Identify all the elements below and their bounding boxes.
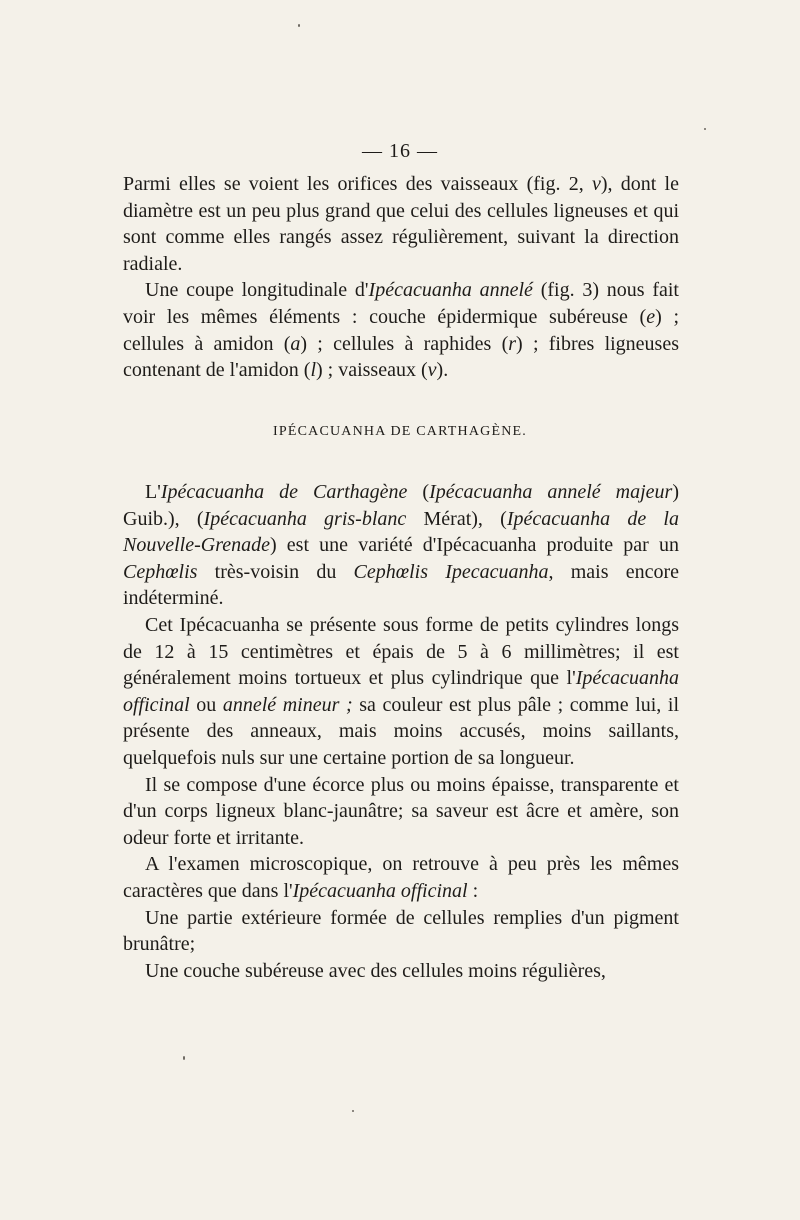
text-run: ou xyxy=(189,693,223,716)
paragraph-longitudinal-section xyxy=(123,277,679,383)
paragraph-microscopic xyxy=(123,851,679,904)
paragraph-definition xyxy=(123,479,679,612)
paragraph-vessels xyxy=(123,171,679,277)
italic-run: Ipécacuanha annelé majeur xyxy=(429,481,673,503)
italic-run: r xyxy=(508,332,517,355)
italic-run: v xyxy=(591,173,601,195)
text-run: ) ; fibres ligneuses contenant de l'amidon ( xyxy=(123,332,679,382)
text-run: ) ; vaisseaux ( xyxy=(316,359,428,382)
text-run: Une coupe longitudinale d' xyxy=(145,279,369,302)
italic-run: Ipécacuanha gris-blanc xyxy=(203,507,407,530)
italic-run: e xyxy=(646,305,656,328)
text-run: sa couleur est plus pâle ; comme lui, il présente des anneaux, mais moins accusés, moins saillants, quelquefois nuls sur une certaine portion de sa longueur. xyxy=(123,693,680,769)
italic-run: Ipécacuanha annelé xyxy=(368,279,533,302)
text-run: ). xyxy=(436,359,449,382)
text-run: L' xyxy=(145,481,161,503)
italic-run: a xyxy=(290,332,301,355)
italic-run: Cephœlis xyxy=(123,560,198,583)
text-run: ) est une variété d'Ipécacuanha produite par un xyxy=(269,534,679,557)
italic-run: Cephœlis Ipecacuanha xyxy=(353,560,549,583)
text-run: Parmi elles se voient les orifices des vaisseaux (fig. 2, xyxy=(123,173,592,195)
text-run: ) ; cellules à raphides ( xyxy=(300,332,509,355)
page-number: — 16 — xyxy=(362,140,438,162)
italic-run: Ipécacuanha de la Nouvelle-Grenade xyxy=(123,507,679,557)
italic-run: v xyxy=(427,359,437,382)
text-block-bottom xyxy=(123,479,679,984)
text-run: ( xyxy=(407,481,430,503)
paper-speck xyxy=(704,128,706,130)
italic-run: Ipécacuanha de Carthagène xyxy=(160,481,408,503)
paragraph-composition: Il se compose d'une écorce plus ou moins épaisse, transparente et d'un corps ligneux blanc-jaunâtre; sa saveur est âcre et amère, son odeur forte et irritante. xyxy=(123,773,679,849)
text-run: très-voisin du xyxy=(197,560,354,583)
text-block-top xyxy=(123,171,679,384)
text-run: Mérat), ( xyxy=(406,507,507,530)
italic-run: annelé mineur ; xyxy=(222,693,353,716)
italic-run: l xyxy=(310,359,316,382)
text-run: A l'examen microscopique, on retrouve à peu près les mêmes caractères que dans l' xyxy=(123,853,679,902)
italic-run: Ipécacuanha officinal xyxy=(292,879,468,902)
text-run: ), dont le diamètre est un peu plus grand que celui des cellules ligneuses et qui sont comme elles rangés assez régulièrement, suivant la direction radiale. xyxy=(123,173,679,275)
text-run: ) ; cellules à amidon ( xyxy=(123,305,679,355)
text-run: : xyxy=(467,879,479,902)
section-heading: IPÉCACUANHA DE CARTHAGÈNE. xyxy=(273,424,527,439)
text-run: Cet Ipécacuanha se présente sous forme de petits cylindres longs de 12 à 15 centimètres et épais de 5 à 6 millimètres; il est généralement moins tortueux et plus cylindrique que l' xyxy=(123,613,679,690)
paragraph-appearance xyxy=(123,612,679,772)
paragraph-suberous-layer: Une couche subéreuse avec des cellules moins régulières, xyxy=(145,959,606,982)
italic-run: Ipécacuanha officinal xyxy=(123,667,679,716)
text-run: ) Guib.), ( xyxy=(123,481,679,530)
paper-speck xyxy=(298,24,300,27)
text-run: (fig. 3) nous fait voir les mêmes éléments : couche épidermique subéreuse ( xyxy=(123,279,679,328)
text-run: , mais encore indéterminé. xyxy=(123,560,679,610)
paper-speck xyxy=(352,1110,354,1112)
paper-speck xyxy=(183,1056,185,1060)
paragraph-pigment-layer: Une partie extérieure formée de cellules remplies d'un pigment brunâtre; xyxy=(123,906,679,956)
